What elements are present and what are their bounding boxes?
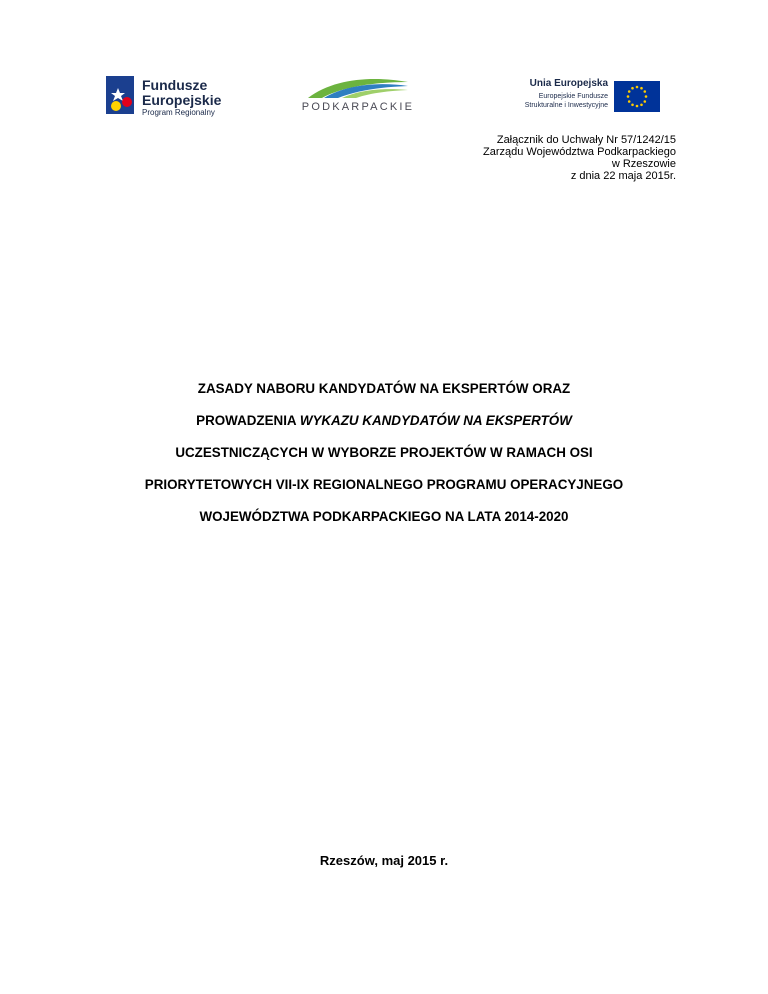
title-line: WOJEWÓDZTWA PODKARPACKIEGO NA LATA 2014-2020 (199, 509, 569, 524)
title-line: ZASADY NABORU KANDYDATÓW NA EKSPERTÓW ORAZ (197, 381, 571, 396)
fundusze-europejskie-logo (106, 76, 236, 120)
annex-line: z dnia 22 maja 2015r. (570, 170, 676, 182)
fe-logo-line3: Program Regionalny (142, 108, 215, 117)
ue-logo-line1: Unia Europejska (529, 78, 608, 89)
annex-line: w Rzeszowie (611, 158, 676, 170)
podkarpackie-wordmark: PODKARPACKIE (301, 101, 415, 113)
title-line2-plain: PROWADZENIA (196, 413, 300, 428)
ue-logo-line3: Strukturalne i Inwestycyjne (524, 102, 608, 109)
title-line: PRIORYTETOWYCH VII-IX REGIONALNEGO PROGRAMU OPERACYJNEGO (144, 477, 624, 492)
place-date: Rzeszów, maj 2015 r. (319, 853, 449, 868)
title-line (60, 405, 708, 437)
fe-star-flag-icon (106, 76, 134, 114)
title-line: UCZESTNICZĄCYCH W WYBORZE PROJEKTÓW W RAMACH OSI (175, 445, 593, 460)
document-title (60, 373, 708, 533)
fe-logo-line2: Europejskie (142, 92, 222, 108)
title-line2-italic: WYKAZU KANDYDATÓW NA EKSPERTÓW (299, 413, 572, 428)
podkarpackie-logo (296, 76, 420, 116)
fe-logo-line1: Fundusze (142, 77, 208, 93)
annex-line: Załącznik do Uchwały Nr 57/1242/15 (496, 134, 676, 146)
podkarpackie-hills-icon (304, 76, 412, 100)
eu-flag-icon (614, 81, 660, 112)
annex-reference (483, 134, 676, 182)
ue-logo-line2: Europejskie Fundusze (538, 93, 608, 100)
annex-line: Zarządu Województwa Podkarpackiego (482, 146, 676, 158)
unia-europejska-logo (488, 79, 660, 113)
